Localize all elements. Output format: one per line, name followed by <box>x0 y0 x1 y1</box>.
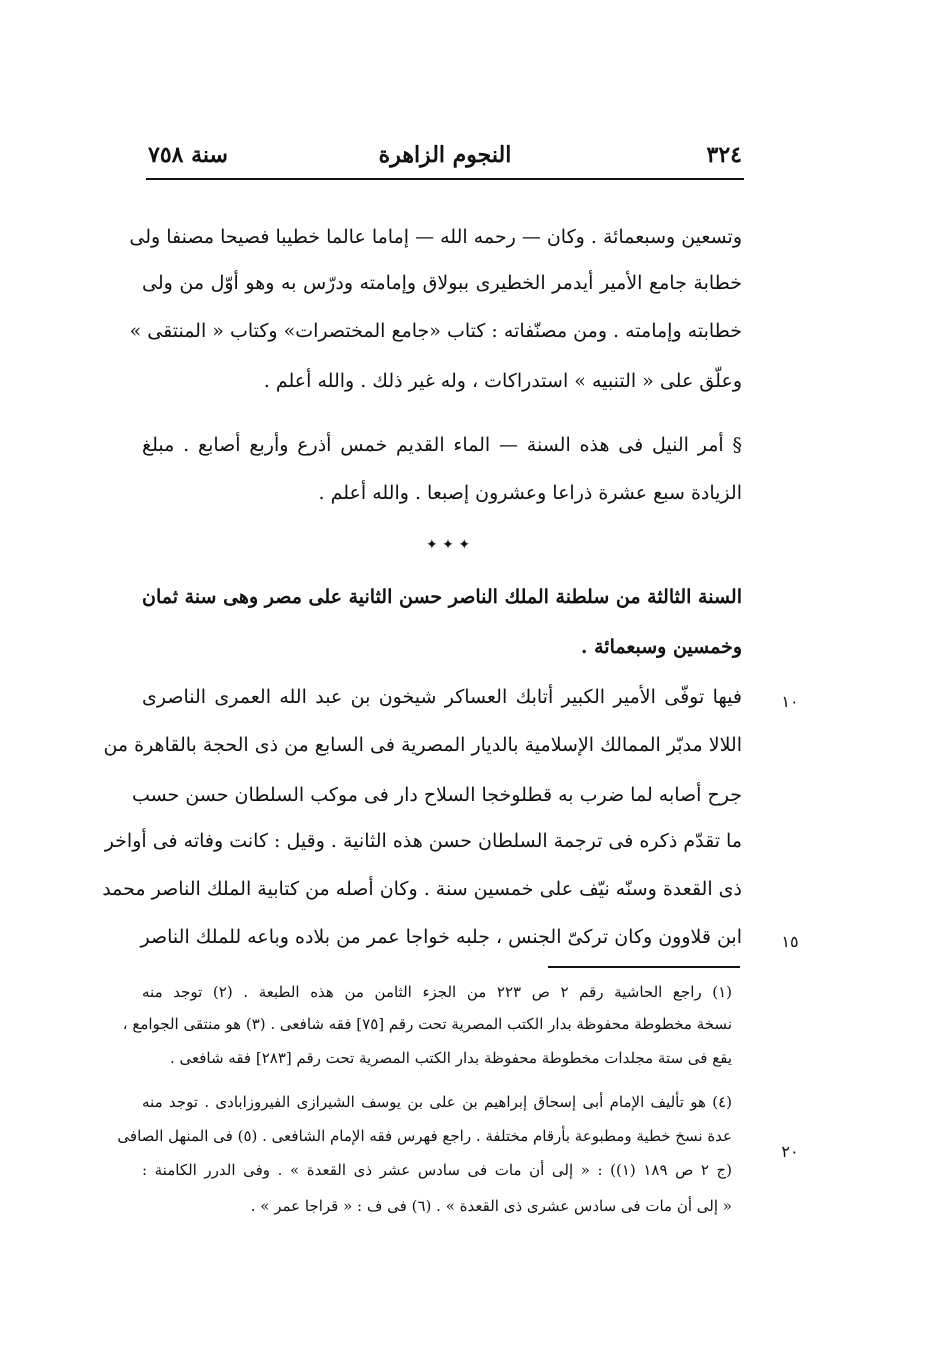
body-line: وعلّق على « التنبيه » استدراكات ، وله غير ذلك . والله أعلم . <box>263 370 742 392</box>
header-year: سنة ٧٥٨ <box>148 142 228 168</box>
footnote-line: عدة نسخ خطية ومطبوعة بأرقام مختلفة . راجع فهرس فقه الإمام الشافعى . (٥) فى المنهل الصافى <box>117 1127 732 1145</box>
footnote-line: « إلى أن مات فى سادس عشرى ذى القعدة » . (٦) فى ف : « قراجا عمر » . <box>250 1197 732 1215</box>
header-rule <box>146 178 744 180</box>
section-line: ما تقدّم ذكره فى ترجمة السلطان حسن هذه الثانية . وقيل : كانت وفاته فى أواخر <box>104 830 742 852</box>
year-heading-line: السنة الثالثة من سلطنة الملك الناصر حسن الثانية على مصر وهى سنة ثمان <box>142 586 742 608</box>
section-line: فيها توفّى الأمير الكبير أتابك العساكر شيخون بن عبد الله العمرى الناصرى <box>142 686 742 708</box>
footnote-line: نسخة مخطوطة محفوظة بدار الكتب المصرية تحت رقم [٧٥] فقه شافعى . (٣) هو منتقى الجوامع ، <box>122 1015 732 1033</box>
body-line: خطابته وإمامته . ومن مصنّفاته : كتاب «جامع المختصرات» وكتاب « المنتقى » <box>129 320 742 342</box>
footnote-line: يقع فى ستة مجلدات مخطوطة محفوظة بدار الكتب المصرية تحت رقم [٢٨٣] فقه شافعى . <box>169 1049 732 1067</box>
section-line: ابن قلاوون وكان تركىّ الجنس ، جلبه خواجا عمر من بلاده وباعه للملك الناصر <box>140 926 742 948</box>
margin-line-number: ٢٠ <box>781 1142 799 1161</box>
body-line: خطابة جامع الأمير أيدمر الخطيرى ببولاق وإمامته ودرّس به وهو أوّل من ولى <box>142 272 742 294</box>
year-heading-line: وخمسين وسبعمائة . <box>580 636 742 658</box>
nile-line: § أمر النيل فى هذه السنة — الماء القديم خمس أذرع وأربع أصابع . مبلغ <box>142 434 742 456</box>
margin-line-number: ١٥ <box>781 932 799 951</box>
nile-line: الزيادة سبع عشرة ذراعا وعشرون إصبعا . والله أعلم . <box>318 482 742 504</box>
footnote-line: (ج ٢ ص ١٨٩ (١)) : « إلى أن مات فى سادس عشر ذى القعدة » . وفى الدرر الكامنة : <box>142 1161 732 1179</box>
section-line: ذى القعدة وسنّه نيّف على خمسين سنة . وكان أصله من كتابية الملك الناصر محمد <box>102 878 742 900</box>
section-line: اللالا مدبّر الممالك الإسلامية بالديار المصرية فى السابع من ذى الحجة بالقاهرة من <box>103 734 742 756</box>
footnote-line: (٤) هو تأليف الإمام أبى إسحاق إبراهيم بن على بن يوسف الشيرازى الفيروزابادى . توجد منه <box>142 1093 732 1111</box>
footnote-line: (١) راجع الحاشية رقم ٢ ص ٢٢٣ من الجزء الثامن من هذه الطبعة . (٢) توجد منه <box>142 983 732 1001</box>
body-line: وتسعين وسبعمائة . وكان — رحمه الله — إماما عالما خطيبا فصيحا مصنفا ولى <box>129 226 742 248</box>
section-ornament: ✦ ✦ ✦ <box>425 537 471 553</box>
book-title: النجوم الزاهرة <box>378 142 512 168</box>
page-number: ٣٢٤ <box>706 142 742 168</box>
section-line: جرح أصابه لما ضرب به قطلوخجا السلاح دار فى موكب السلطان حسن حسب <box>131 784 742 806</box>
footnote-rule <box>548 966 740 968</box>
running-header <box>148 142 742 178</box>
margin-line-number: ١٠ <box>781 692 799 711</box>
